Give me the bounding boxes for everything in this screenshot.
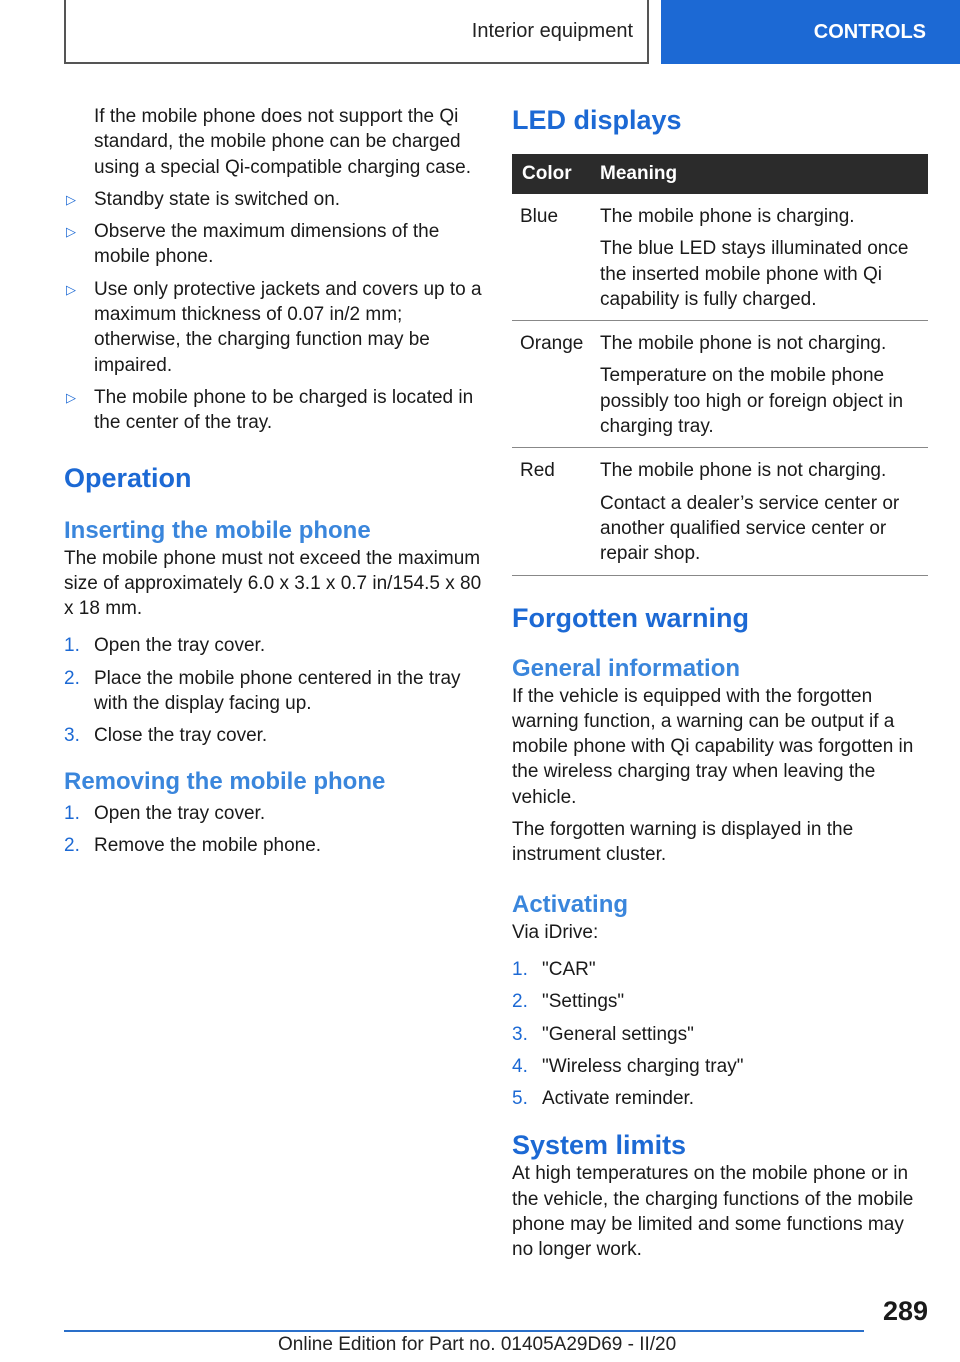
activating-intro: Via iDrive: bbox=[512, 921, 599, 943]
removing-heading: Removing the mobile phone bbox=[64, 767, 386, 795]
list-item: 3. Close the tray cover. bbox=[64, 725, 268, 747]
list-item: 5. Activate reminder. bbox=[512, 1088, 695, 1110]
list-item: ▷ Standby state is switched on. bbox=[64, 187, 482, 212]
triangle-bullet-icon: ▷ bbox=[66, 281, 76, 297]
header-section-title: Interior equipment bbox=[64, 0, 649, 64]
inserting-paragraph: The mobile phone must not exceed the maximum size of approximately 6.0 x 3.1 x 0.7 in/154.5 x 80 x 18 mm. bbox=[64, 547, 482, 620]
color-cell: Orange bbox=[512, 321, 596, 448]
requirements-list bbox=[64, 187, 482, 436]
column-header-color: Color bbox=[512, 154, 596, 194]
list-item: 1. Open the tray cover. bbox=[64, 635, 266, 657]
activating-heading: Activating bbox=[512, 890, 629, 918]
activating-steps bbox=[512, 957, 928, 1111]
color-cell: Red bbox=[512, 448, 596, 575]
meaning-cell: The mobile phone is not charging. Temperature on the mobile phone possibly too high or foreign object in charging tray. bbox=[596, 321, 928, 448]
list-item: ▷ Observe the maximum dimensions of the mobile phone. bbox=[66, 221, 440, 268]
intro-paragraph: If the mobile phone does not support the Qi standard, the mobile phone can be charged using a special Qi-compatible charging case. bbox=[94, 106, 472, 178]
general-info-heading: General information bbox=[512, 654, 741, 682]
operation-heading: Operation bbox=[64, 462, 192, 493]
table-row bbox=[512, 321, 928, 448]
removing-steps bbox=[64, 801, 482, 859]
triangle-bullet-icon: ▷ bbox=[66, 224, 76, 240]
led-table bbox=[512, 154, 928, 576]
list-item: 2. Place the mobile phone centered in the tray with the display facing up. bbox=[64, 667, 461, 715]
list-item: 3. "General settings" bbox=[512, 1023, 694, 1045]
color-cell: Blue bbox=[512, 194, 596, 321]
list-item: 2. "Settings" bbox=[512, 991, 625, 1013]
footer-edition: Online Edition for Part no. 01405A29D69 - II/20 bbox=[278, 1334, 677, 1355]
inserting-heading: Inserting the mobile phone bbox=[64, 516, 371, 544]
system-limits-heading: System limits bbox=[512, 1130, 687, 1161]
header-chapter-tab[interactable]: CONTROLS bbox=[661, 0, 960, 64]
list-item: ▷ Use only protective jackets and covers up to a maximum thickness of 0.07 in/2 mm; otherwise, the charging function may be impaired. bbox=[66, 278, 482, 376]
meaning-cell: The mobile phone is not charging. Contact a dealer’s service center or another qualified service center or repair shop. bbox=[596, 448, 928, 575]
list-item: 1. "CAR" bbox=[512, 958, 596, 980]
list-item: 1. Open the tray cover. bbox=[64, 802, 266, 824]
list-item: ▷ The mobile phone to be charged is located in the center of the tray. bbox=[66, 386, 474, 434]
table-header-row bbox=[512, 154, 928, 194]
left-column bbox=[64, 104, 482, 865]
list-item: 2. Remove the mobile phone. bbox=[64, 834, 322, 856]
table-row bbox=[512, 448, 928, 575]
table-row bbox=[512, 194, 928, 321]
triangle-bullet-icon: ▷ bbox=[66, 389, 76, 405]
general-info-paragraph: The forgotten warning is displayed in the instrument cluster. bbox=[512, 819, 854, 866]
general-info-paragraph: If the vehicle is equipped with the forgotten warning function, a warning can be output if a mobile phone with Qi capability was forgotten in the wireless charging tray when leaving the vehicle. bbox=[512, 685, 914, 808]
led-displays-heading: LED displays bbox=[512, 105, 682, 135]
footer-divider bbox=[64, 1330, 864, 1332]
inserting-steps bbox=[64, 633, 482, 748]
forgotten-warning-heading: Forgotten warning bbox=[512, 602, 749, 633]
meaning-cell: The mobile phone is charging. The blue LED stays illuminated once the inserted mobile phone with Qi capability is fully charged. bbox=[596, 194, 928, 321]
right-column bbox=[512, 104, 928, 1270]
column-header-meaning: Meaning bbox=[596, 154, 928, 194]
page-number: 289 bbox=[882, 1296, 928, 1326]
system-limits-paragraph: At high temperatures on the mobile phone or in the vehicle, the charging functions of the mobile phone may be limited and some functions may no longer work. bbox=[512, 1163, 914, 1261]
list-item: 4. "Wireless charging tray" bbox=[512, 1055, 744, 1077]
triangle-bullet-icon: ▷ bbox=[66, 191, 76, 207]
